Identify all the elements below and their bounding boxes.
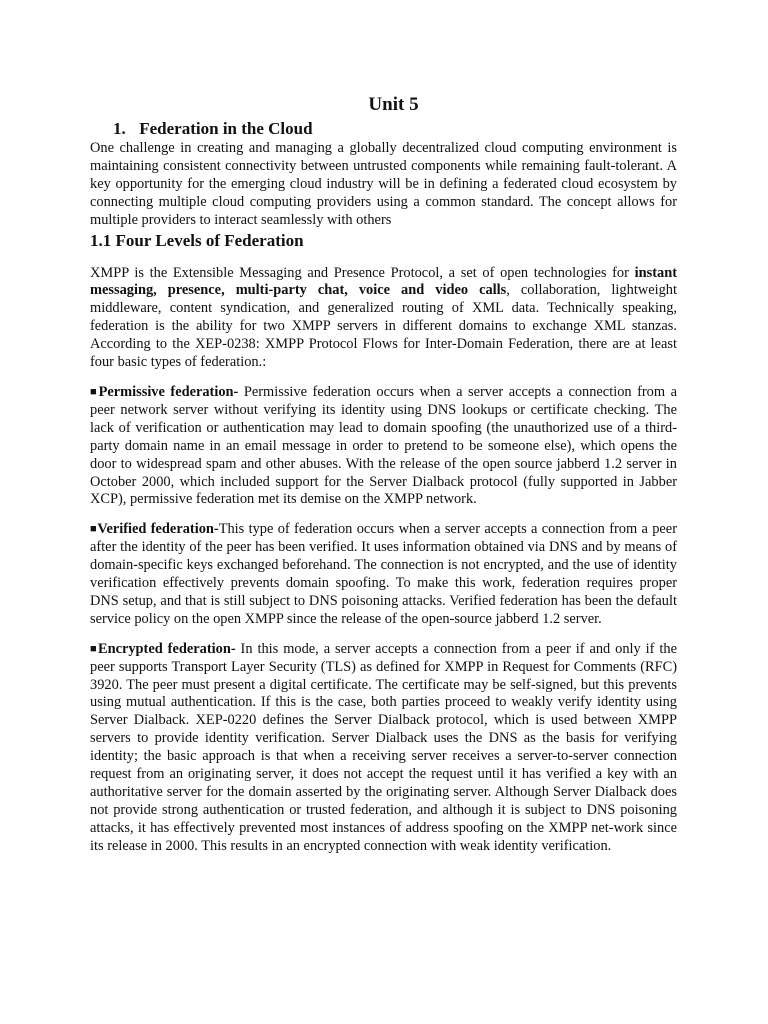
section-title: Federation in the Cloud bbox=[139, 119, 313, 138]
encrypted-label: Encrypted federation- bbox=[97, 640, 236, 657]
square-bullet-icon: ■ bbox=[90, 385, 99, 398]
square-bullet-icon: ■ bbox=[90, 642, 98, 655]
encrypted-text: In this mode, a server accepts a connection from a peer if and only if the peer supports Transport Layer Security (TLS) as defined for XMPP in Request for Comments (RFC) 3920. The peer must present a digital certificate. The certificate may be self-signed, but this prevents using mutual authentication. If this is the case, both parties proceed to weakly verify identity using Server Dialback. XEP-0220 defines the Server Dialback protocol, which is used between XMPP servers to provide identity verification. Server Dialback uses the DNS as the basis for verifying identity; the basic approach is that when a receiving server receives a server-to-server connection request from an originating server, it does not accept the request until it has verified a key with an authoritative server for the domain asserted by the originating server. Although Server Dialback does not provide strong authentication or trusted federation, and although it is subject to DNS poisoning attacks, it has effectively prevented most instances of address spoofing on the XMPP net-work since its release in 2000. This results in an encrypted connection with weak identity verification. bbox=[90, 640, 677, 854]
xmpp-text-bold: instant messaging, presence, multi-party chat, voice and video calls bbox=[90, 264, 677, 299]
permissive-federation-paragraph bbox=[90, 384, 677, 509]
verified-federation-paragraph bbox=[90, 521, 677, 628]
permissive-label: Permissive federation- bbox=[98, 383, 239, 400]
unit-title: Unit 5 bbox=[368, 94, 419, 115]
xmpp-text-after: , collaboration, lightweight middleware, content syndication, and generalized routing of XML data. Technically speaking, federation is the ability for two XMPP servers in different domains to exchange XML stanzas. According to the XEP-0238: XMPP Protocol Flows for Inter-Domain Federation, there are at least four basic types of federation.: bbox=[90, 282, 677, 371]
verified-text: This type of federation occurs when a server accepts a connection from a peer after the identity of the peer has been verified. It uses information obtained via DNS and by means of domain-specific keys exchanged beforehand. The connection is not encrypted, and the use of identity verification effectively prevents domain spoofing. To make this work, federation requires proper DNS setup, and that is still subject to DNS poisoning attacks. Verified federation has been the default service policy on the open XMPP since the release of the open-source jabberd 1.2 server. bbox=[90, 521, 677, 627]
square-bullet-icon: ■ bbox=[90, 523, 98, 536]
intro-paragraph: One challenge in creating and managing a globally decentralized cloud computing environment is maintaining consistent connectivity between untrusted components while remaining fault-tolerant. A key opportunity for the emerging cloud industry will be in defining a federated cloud ecosystem by connecting multiple cloud computing providers using a common standard. The concept allows for multiple providers to interact seamlessly with others bbox=[90, 140, 677, 228]
section-number: 1. bbox=[113, 119, 126, 138]
encrypted-federation-paragraph bbox=[90, 641, 677, 856]
verified-label: Verified federation- bbox=[97, 521, 219, 538]
section-heading bbox=[90, 118, 677, 140]
subsection-heading: 1.1 Four Levels of Federation bbox=[90, 230, 304, 250]
permissive-text: Permissive federation occurs when a server accepts a connection from a peer network server without verifying its identity using DNS lookups or certificate checking. The lack of verification or authentication may lead to domain spoofing (the unauthorized use of a third-party domain name in an email message in order to pretend to be someone else), which opens the door to widespread spam and other abuses. With the release of the open source jabberd 1.2 server in October 2000, which included support for the Server Dialback protocol (fully supported in Jabber XCP), permissive federation met its demise on the XMPP network. bbox=[90, 383, 677, 508]
document-page bbox=[90, 92, 677, 868]
xmpp-paragraph bbox=[90, 265, 677, 372]
xmpp-text-before: XMPP is the Extensible Messaging and Presence Protocol, a set of open technologies for bbox=[90, 264, 635, 281]
